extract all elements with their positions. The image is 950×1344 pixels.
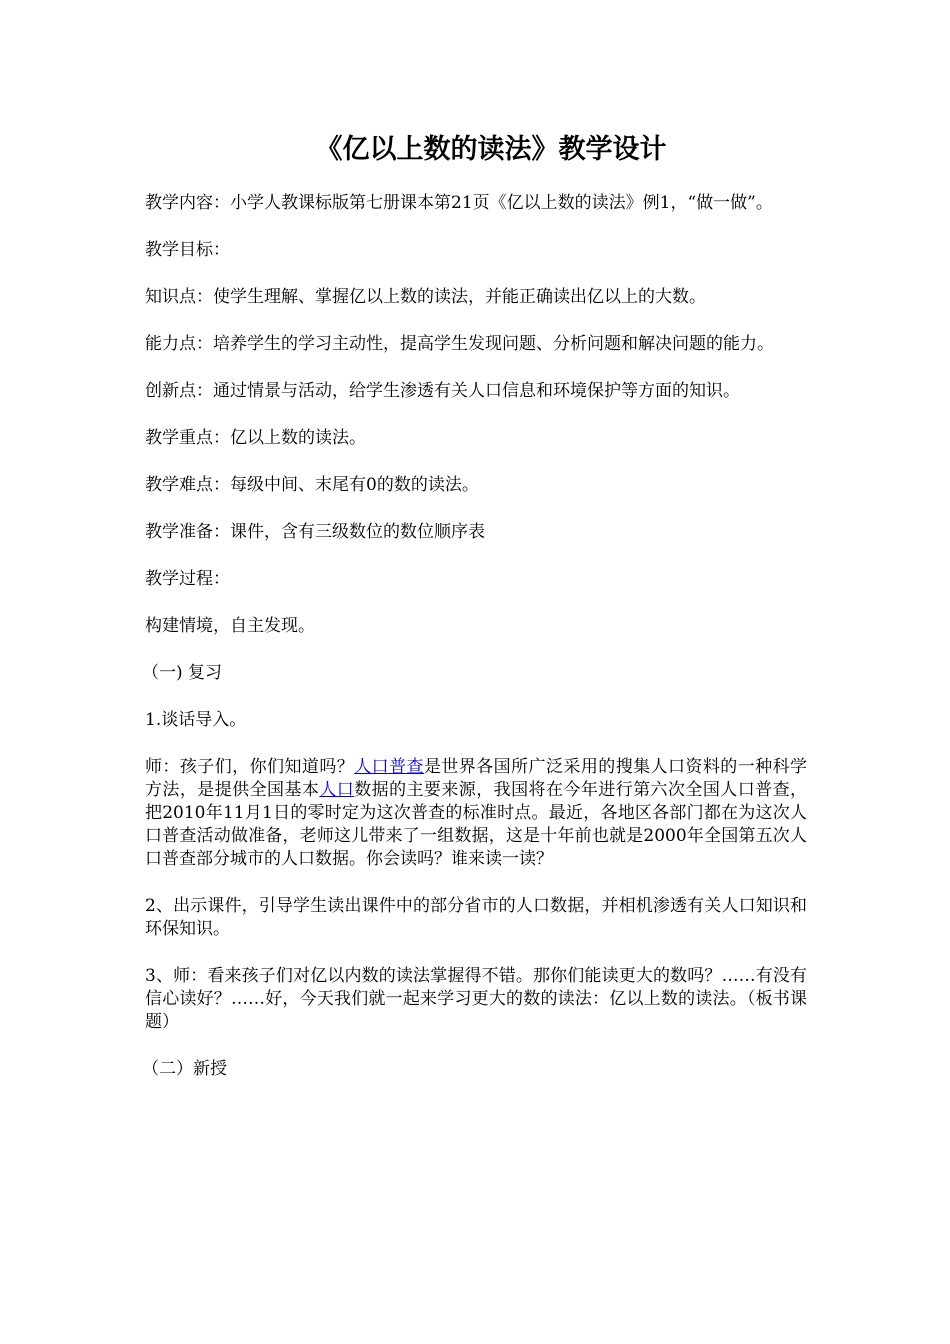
teaching-difficulty: 教学难点：每级中间、末尾有0的数的读法。 [145,475,479,495]
build-situation: 构建情境，自主发现。 [145,616,315,636]
ability-point: 能力点：培养学生的学习主动性，提高学生发现问题、分析问题和解决问题的能力。 [145,334,774,354]
section-review-heading: （一) 复习 [142,663,223,683]
teaching-goals-heading: 教学目标： [145,240,230,260]
section-new-lesson-heading: （二）新授 [142,1059,227,1079]
step-2-show-slides: 2、出示课件，引导学生读出课件中的部分省市的人口数据，并相机渗透有关人口知识和环保知识。 [145,896,807,939]
teaching-key-point: 教学重点：亿以上数的读法。 [145,428,366,448]
teacher-text-2: 是世界各国所广泛采用的搜集人口资料的一种科学方法，是提供全国基本 [145,757,808,800]
innovation-point: 创新点：通过情景与活动，给学生渗透有关人口信息和环境保护等方面的知识。 [145,381,740,401]
population-link[interactable]: 人口 [319,780,355,800]
teacher-paragraph [145,756,807,871]
teaching-preparation: 教学准备：课件，含有三级数位的数位顺序表 [145,522,485,542]
step-3-teacher-question: 3、师：看来孩子们对亿以内数的读法掌握得不错。那你们能读更大的数吗？……有没有信心读好？……好，今天我们就一起来学习更大的数的读法：亿以上数的读法。（板书课题） [145,966,807,1032]
document-title: 《亿以上数的读法》教学设计 [315,134,667,165]
teacher-text-1: 师：孩子们，你们知道吗？ [145,757,355,777]
teaching-process-heading: 教学过程： [145,569,230,589]
step-1-intro: 1.谈话导入。 [145,710,247,730]
knowledge-point: 知识点：使学生理解、掌握亿以上数的读法，并能正确读出亿以上的大数。 [145,287,706,307]
census-link[interactable]: 人口普查 [354,757,424,777]
document-page [142,128,808,1105]
teacher-text-3: 数据的主要来源，我国将在今年进行第六次全国人口普查，把2010年11月1日的零时定为这次普查的标准时点。最近，各地区各部门都在为这次人口普查活动做准备，老师这儿带来了一组数据，这是十年前也就是2000年全国第五次人口普查部分城市的人口数据。你会读吗？谁来读一读？ [145,780,808,869]
teaching-content: 教学内容：小学人教课标版第七册课本第21页《亿以上数的读法》例1，“做一做”。 [145,193,773,213]
